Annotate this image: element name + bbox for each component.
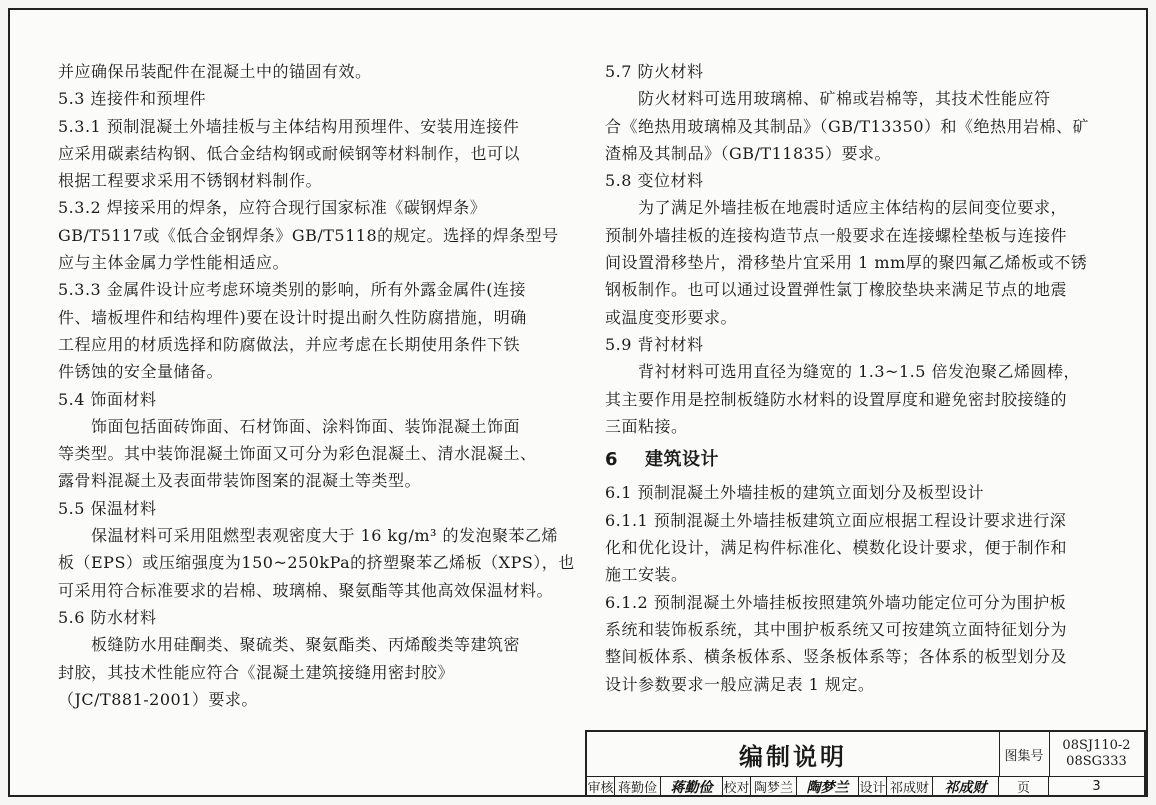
text-line: 其主要作用是控制板缝防水材料的设置厚度和避免密封胶接缝的 [605, 389, 1068, 409]
text-line: 预制外墙挂板的连接构造节点一般要求在连接螺栓垫板与连接件 [605, 225, 1068, 245]
text-line: 或温度变形要求。 [605, 307, 738, 327]
chapter-number: 6 [605, 449, 619, 471]
text-line: 件锈蚀的安全量储备。 [58, 362, 224, 382]
title-block [585, 730, 1146, 797]
page-number: 3 [1092, 779, 1101, 794]
text-line: （JC/T881-2001）要求。 [58, 689, 258, 709]
text-line: 并应确保吊装配件在混凝土中的锚固有效。 [58, 62, 372, 81]
section-heading: 5.5 保温材料 [58, 498, 157, 518]
text-line: 5.3.1 预制混凝土外墙挂板与主体结构用预埋件、安装用连接件 [58, 116, 520, 136]
text-line: 露骨料混凝土及表面带装饰图案的混凝土等类型。 [58, 471, 422, 491]
atlas-number-2: 08SG333 [1066, 754, 1127, 769]
review-label: 审核 [587, 776, 615, 797]
design-label: 设计 [859, 776, 887, 797]
text-line: 整间板体系、横条板体系、竖条板体系等；各体系的板型划分及 [605, 647, 1068, 667]
section-heading: 5.6 防水材料 [58, 607, 157, 627]
section-heading: 5.9 背衬材料 [605, 334, 704, 354]
atlas-number-1: 08SJ110-2 [1062, 738, 1131, 753]
section-heading: 5.7 防火材料 [605, 62, 704, 81]
text-line: 钢板制作。也可以通过设置弹性氯丁橡胶垫块来满足节点的地震 [605, 280, 1068, 300]
text-line: 等类型。其中装饰混凝土饰面又可分为彩色混凝土、清水混凝土、 [58, 444, 537, 464]
atlas-number [1049, 732, 1144, 777]
text-line: 化和优化设计，满足构件标准化、模数化设计要求，便于制作和 [605, 538, 1068, 558]
chapter-title: 建筑设计 [645, 449, 719, 471]
text-line: 工程应用的材质选择和防腐做法，并应考虑在长期使用条件下铁 [58, 334, 521, 354]
section-heading: 6.1 预制混凝土外墙挂板的建筑立面划分及板型设计 [605, 483, 985, 503]
text-line: 6.1.1 预制混凝土外墙挂板建筑立面应根据工程设计要求进行深 [605, 510, 1067, 530]
designer-signature: 祁成财 [933, 776, 999, 797]
text-line: 5.3.2 焊接采用的焊条，应符合现行国家标准《碳钢焊条》 [58, 198, 487, 218]
checker-name: 陶梦兰 [751, 776, 797, 797]
text-line: 三面粘接。 [605, 416, 688, 436]
page-label: 页 [999, 776, 1049, 797]
text-line: 背衬材料可选用直径为缝宽的 1.3~1.5 倍发泡聚乙烯圆棒， [638, 362, 1080, 382]
checker-signature: 陶梦兰 [797, 776, 859, 797]
atlas-label: 图集号 [999, 732, 1050, 777]
signature-row [587, 776, 1144, 797]
check-label: 校对 [723, 776, 751, 797]
text-line: 饰面包括面砖饰面、石材饰面、涂料饰面、装饰混凝土饰面 [91, 416, 521, 436]
text-line: 5.3.3 金属件设计应考虑环境类别的影响，所有外露金属件(连接 [58, 280, 527, 300]
chapter-heading [605, 446, 1105, 473]
text-line: 可采用符合标准要求的岩棉、玻璃棉、聚氨酯等其他高效保温材料。 [58, 580, 554, 600]
section-heading: 5.8 变位材料 [605, 171, 704, 191]
reviewer-signature: 蒋勤俭 [661, 776, 723, 797]
reviewer-name: 蒋勤俭 [615, 776, 661, 797]
text-line: 设计参数要求一般应满足表 1 规定。 [605, 674, 875, 694]
text-line: 应采用碳素结构钢、低合金结构钢或耐候钢等材料制作，也可以 [58, 143, 521, 163]
drawing-title: 编制说明 [587, 732, 1000, 777]
text-line: 合《绝热用玻璃棉及其制品》（GB/T13350）和《绝热用岩棉、矿 [605, 116, 1090, 136]
text-line: 件、墙板埋件和结构埋件)要在设计时提出耐久性防腐措施，明确 [58, 307, 527, 327]
section-heading: 5.4 饰面材料 [58, 389, 157, 409]
text-line: 保温材料可采用阻燃型表观密度大于 16 kg/m³ 的发泡聚苯乙烯 [91, 526, 559, 546]
text-line: 施工安装。 [605, 565, 688, 585]
text-line: 为了满足外墙挂板在地震时适应主体结构的层间变位要求， [638, 198, 1068, 218]
text-line: 防火材料可选用玻璃棉、矿棉或岩棉等，其技术性能应符 [638, 89, 1051, 109]
text-line: 板缝防水用硅酮类、聚硫类、聚氨酯类、丙烯酸类等建筑密 [91, 635, 521, 655]
right-column [605, 58, 1105, 698]
text-line: 封胶，其技术性能应符合《混凝土建筑接缝用密封胶》 [58, 662, 455, 682]
section-heading: 5.3 连接件和预埋件 [58, 89, 207, 109]
left-column [58, 58, 575, 713]
text-line: 渣棉及其制品》（GB/T11835）要求。 [605, 143, 892, 163]
text-line: 应与主体金属力学性能相适应。 [58, 253, 290, 273]
text-line: 板（EPS）或压缩强度为150~250kPa的挤塑聚苯乙烯板（XPS），也 [58, 553, 575, 573]
designer-name: 祁成财 [887, 776, 933, 797]
text-line: 间设置滑移垫片，滑移垫片宜采用 1 mm厚的聚四氟乙烯板或不锈 [605, 253, 1088, 273]
text-line: GB/T5117或《低合金钢焊条》GB/T5118的规定。选择的焊条型号 [58, 225, 559, 245]
text-line: 系统和装饰板系统，其中围护板系统又可按建筑立面特征划分为 [605, 619, 1068, 639]
text-line: 根据工程要求采用不锈钢材料制作。 [58, 171, 323, 191]
text-line: 6.1.2 预制混凝土外墙挂板按照建筑外墙功能定位可分为围护板 [605, 592, 1067, 612]
